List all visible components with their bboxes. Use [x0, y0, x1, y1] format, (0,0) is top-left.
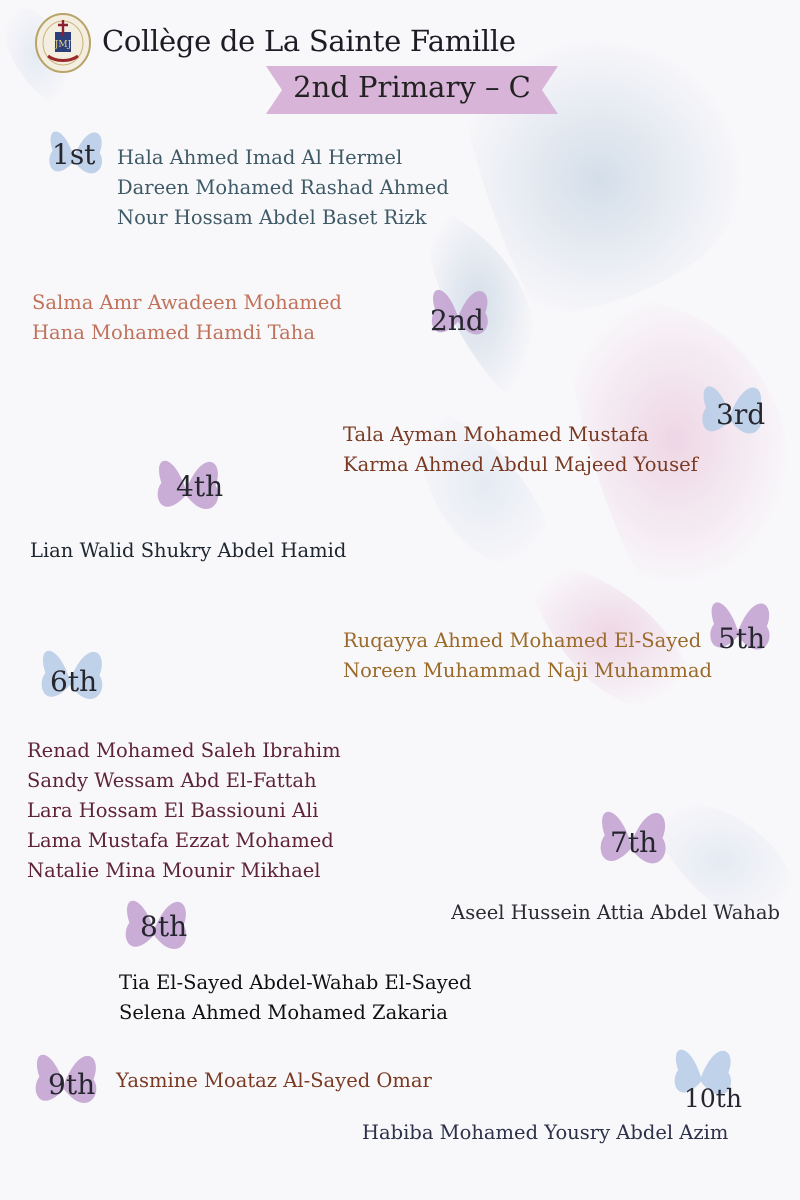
rank-label-9th: 9th	[48, 1068, 96, 1101]
student-name: Salma Amr Awadeen Mohamed	[32, 291, 342, 314]
rank-5-names	[343, 626, 712, 686]
svg-text:JMJ: JMJ	[54, 40, 72, 50]
student-name: Yasmine Moataz Al-Sayed Omar	[116, 1069, 432, 1092]
rank-3-names	[343, 420, 698, 480]
student-name: Selena Ahmed Mohamed Zakaria	[119, 1001, 448, 1024]
rank-label-1st: 1st	[52, 138, 96, 171]
class-label: 2nd Primary – C	[293, 70, 531, 104]
school-crest-logo	[34, 12, 92, 74]
school-name: Collège de La Sainte Famille	[102, 24, 516, 58]
student-name: Nour Hossam Abdel Baset Rizk	[117, 206, 427, 229]
rank-label-10th: 10th	[684, 1084, 742, 1113]
student-name: Sandy Wessam Abd El-Fattah	[27, 769, 317, 792]
student-name: Karma Ahmed Abdul Majeed Yousef	[343, 453, 698, 476]
student-name: Tia El-Sayed Abdel-Wahab El-Sayed	[119, 971, 472, 994]
rank-10-names	[362, 1118, 728, 1148]
rank-2-names	[32, 288, 342, 348]
rank-label-5th: 5th	[718, 622, 766, 655]
rank-label-2nd: 2nd	[430, 304, 484, 337]
student-name: Lama Mustafa Ezzat Mohamed	[27, 829, 334, 852]
student-name: Hana Mohamed Hamdi Taha	[32, 321, 315, 344]
rank-label-3rd: 3rd	[716, 398, 766, 431]
student-name: Aseel Hussein Attia Abdel Wahab	[451, 901, 780, 924]
rank-1-names	[117, 143, 449, 233]
rank-9-names	[116, 1066, 432, 1096]
student-name: Tala Ayman Mohamed Mustafa	[343, 423, 649, 446]
rank-label-4th: 4th	[176, 470, 224, 503]
rank-label-8th: 8th	[140, 910, 188, 943]
student-name: Ruqayya Ahmed Mohamed El-Sayed	[343, 629, 702, 652]
student-name: Renad Mohamed Saleh Ibrahim	[27, 739, 341, 762]
student-name: Natalie Mina Mounir Mikhael	[27, 859, 321, 882]
student-name: Noreen Muhammad Naji Muhammad	[343, 659, 712, 682]
rank-label-6th: 6th	[50, 665, 98, 698]
rank-4-names	[30, 536, 346, 566]
student-name: Dareen Mohamed Rashad Ahmed	[117, 176, 449, 199]
rank-label-7th: 7th	[610, 826, 658, 859]
student-name: Habiba Mohamed Yousry Abdel Azim	[362, 1121, 729, 1144]
student-name: Hala Ahmed Imad Al Hermel	[117, 146, 403, 169]
student-name: Lara Hossam El Bassiouni Ali	[27, 799, 319, 822]
student-name: Lian Walid Shukry Abdel Hamid	[30, 539, 347, 562]
rank-7-names	[451, 898, 780, 928]
rank-8-names	[119, 968, 472, 1028]
rank-6-names	[27, 736, 341, 886]
